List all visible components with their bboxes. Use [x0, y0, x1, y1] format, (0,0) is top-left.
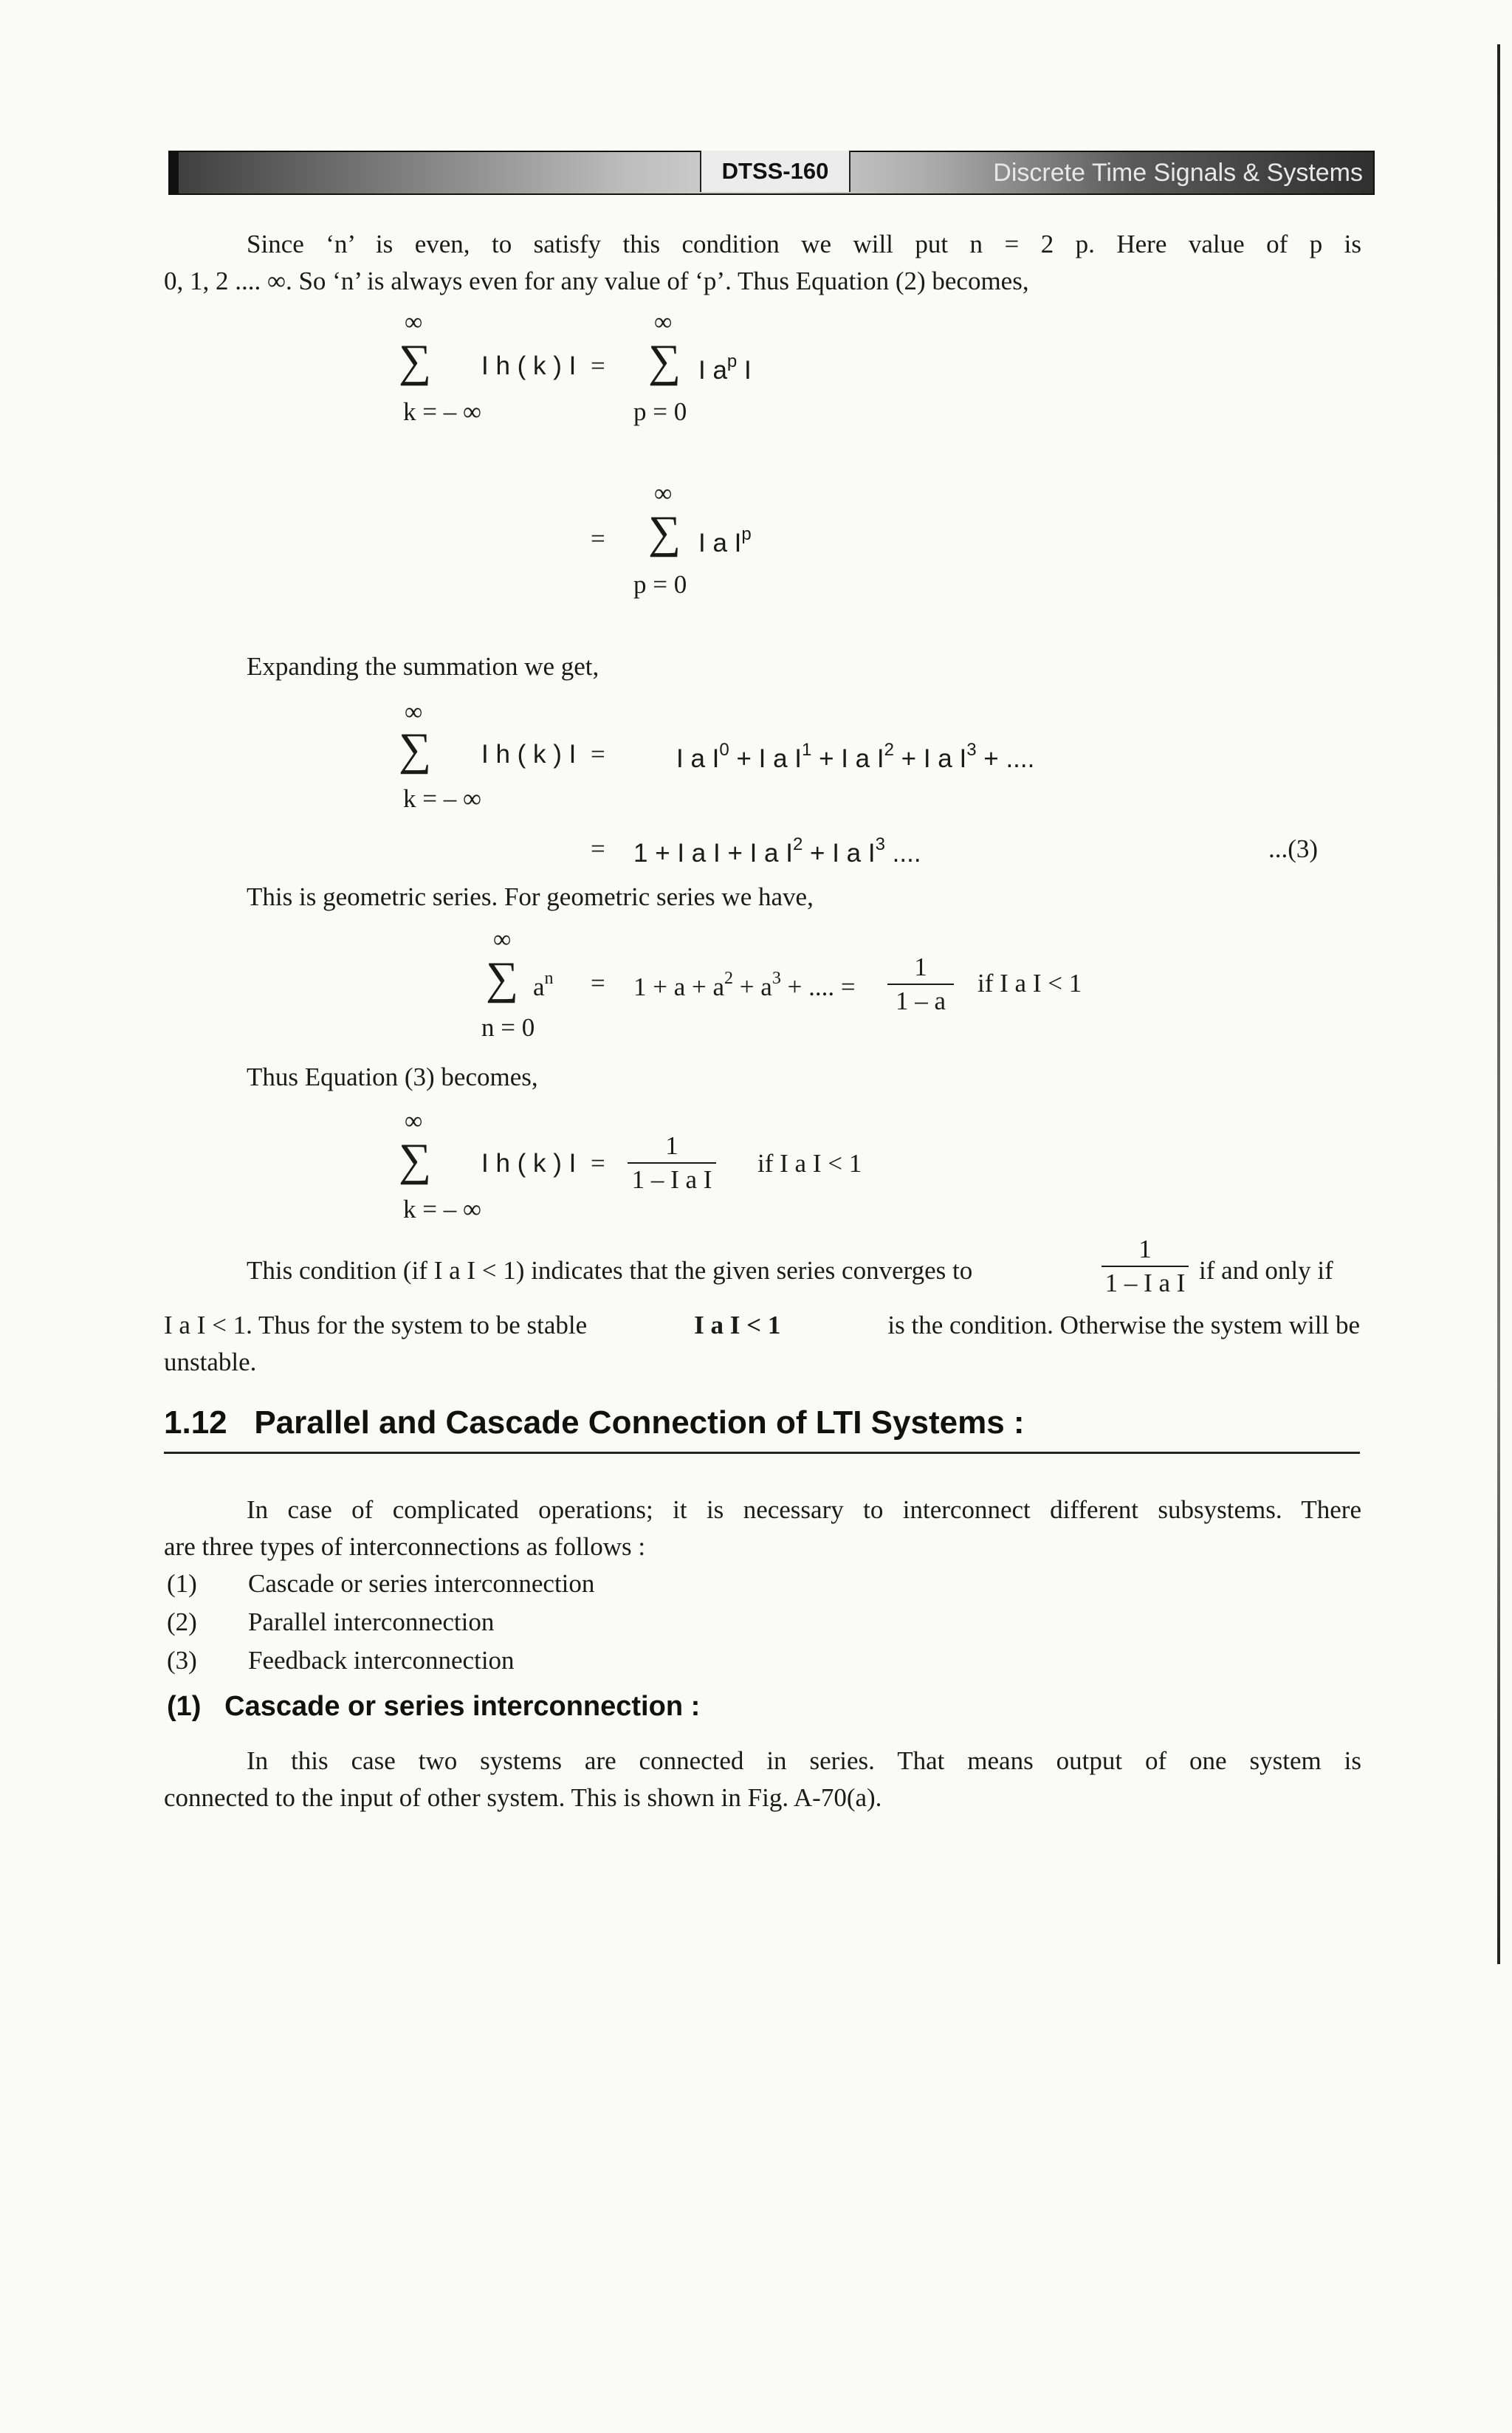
eq1-lhs-term: I h ( k ) I [481, 351, 577, 380]
eq2-term-exp: p [741, 524, 752, 544]
eq3-rhs-part: + I a I [893, 744, 967, 773]
condition-fraction [1102, 1235, 1189, 1298]
eq2-equals: = [591, 524, 605, 553]
list-item-number: (2) [167, 1607, 197, 1636]
eq4-rhs-exp: 2 [792, 834, 803, 854]
eq2-term-base: I a I [698, 529, 742, 557]
eq5-equals: = [591, 969, 605, 998]
section-intro-line-2: are three types of interconnections as follows : [164, 1532, 646, 1561]
eq1-lhs-lower: k = – ∞ [403, 397, 481, 426]
eq3-rhs-part: + I a I [729, 744, 802, 773]
eq6-lhs-term: I h ( k ) I [481, 1149, 577, 1178]
eq4-label: ...(3) [1268, 834, 1319, 863]
eq5-rhs-part: + .... = [780, 972, 856, 1001]
list-item: Feedback interconnection [248, 1646, 515, 1675]
eq6-fraction [628, 1131, 716, 1195]
eq2-upper: ∞ [654, 480, 673, 507]
eq3-rhs-part: + I a I [811, 744, 884, 773]
eq3-sigma: ∑ [399, 724, 432, 775]
eq2-sigma: ∑ [648, 507, 681, 557]
eq3-rhs [676, 740, 1034, 774]
eq5-rhs-part: 1 + a + a [633, 972, 725, 1001]
eq4-rhs-exp: 3 [875, 834, 885, 854]
eq5-rhs-exp: 2 [724, 969, 734, 988]
list-item-number: (3) [167, 1646, 197, 1675]
eq3-lhs-term: I h ( k ) I [481, 740, 577, 769]
condition-line-3: unstable. [164, 1348, 257, 1376]
condition-line-1-end: if and only if [1199, 1256, 1333, 1285]
section-heading [164, 1404, 1025, 1441]
eq5-upper: ∞ [493, 926, 512, 953]
eq1-lhs-sigma: ∑ [399, 336, 432, 386]
subsection-number: (1) [167, 1691, 202, 1722]
eq5-fraction [887, 953, 954, 1016]
eq1-rhs-upper: ∞ [654, 309, 673, 336]
eq6-equals: = [591, 1149, 605, 1178]
eq6-lower: k = – ∞ [403, 1195, 481, 1224]
eq6-sigma: ∑ [399, 1135, 432, 1185]
eq5-rhs [633, 969, 856, 1002]
eq5-term-exp: n [544, 969, 554, 988]
eq2-lower: p = 0 [633, 570, 687, 599]
condition-frac-num: 1 [1102, 1235, 1189, 1267]
intro-line-1: Since ‘n’ is even, to satisfy this condition we will put n = 2 p. Here value of p is [247, 230, 1361, 258]
scan-edge-shadow [1497, 44, 1500, 1964]
thus-eq3-text: Thus Equation (3) becomes, [247, 1063, 538, 1091]
eq3-rhs-part: I a I [676, 744, 720, 773]
eq6-condition: if I a I < 1 [757, 1149, 862, 1178]
condition-line-2 [164, 1307, 1360, 1344]
eq5-rhs-exp: 3 [772, 969, 781, 988]
section-title: Parallel and Cascade Connection of LTI Systems : [254, 1404, 1025, 1441]
expanding-text: Expanding the summation we get, [247, 652, 599, 681]
eq3-rhs-exp: 3 [966, 740, 977, 760]
eq1-rhs-end: I [737, 356, 752, 385]
list-item-number: (1) [167, 1569, 197, 1598]
eq5-condition: if I a I < 1 [977, 969, 1082, 998]
section-divider [164, 1452, 1360, 1454]
eq1-rhs-lower: p = 0 [633, 397, 687, 426]
eq4-rhs [633, 834, 921, 868]
eq4-rhs-part: 1 + I a I + I a I [633, 839, 793, 868]
eq5-lower: n = 0 [481, 1013, 535, 1042]
header-left-mark [170, 152, 179, 193]
eq1-equals: = [591, 351, 605, 380]
eq5-term [533, 969, 554, 1002]
eq3-upper: ∞ [405, 699, 423, 726]
eq2-term [698, 524, 752, 558]
eq3-equals: = [591, 740, 605, 769]
cascade-line-1: In this case two systems are connected in series. That means output of one system is [247, 1746, 1361, 1775]
eq6-upper: ∞ [405, 1108, 423, 1135]
section-intro-line-1: In case of complicated operations; it is necessary to interconnect different subsystems. There [247, 1495, 1361, 1524]
eq1-rhs-term [698, 351, 752, 385]
eq5-frac-den: 1 – a [895, 986, 946, 1015]
section-number: 1.12 [164, 1404, 227, 1441]
eq3-lower: k = – ∞ [403, 784, 481, 813]
eq5-frac-num: 1 [887, 953, 954, 985]
eq4-rhs-part: .... [884, 839, 921, 868]
eq3-rhs-exp: 1 [801, 740, 812, 760]
eq5-rhs-part: + a [733, 972, 772, 1001]
intro-line-2: 0, 1, 2 .... ∞. So ‘n’ is always even for any value of ‘p’. Thus Equation (2) becomes, [164, 267, 1029, 295]
subsection-heading [167, 1691, 700, 1723]
book-title: Discrete Time Signals & Systems [993, 159, 1363, 187]
eq6-frac-num: 1 [628, 1131, 716, 1164]
cascade-line-2: connected to the input of other system. This is shown in Fig. A-70(a). [164, 1783, 882, 1812]
condition-line-2-b: is the condition. Otherwise the system will be [887, 1311, 1360, 1339]
eq5-sigma: ∑ [486, 953, 519, 1003]
eq1-rhs-sigma: ∑ [648, 336, 681, 386]
page-code: DTSS-160 [700, 151, 850, 192]
eq5-term-base: a [533, 972, 545, 1001]
list-item: Cascade or series interconnection [248, 1569, 595, 1598]
eq1-rhs-base: I a [698, 356, 727, 385]
eq4-rhs-part: + I a I [803, 839, 876, 868]
eq4-equals: = [591, 834, 605, 863]
condition-line-2-bold: I a I < 1 [694, 1311, 781, 1339]
eq3-rhs-part: + .... [976, 744, 1035, 773]
list-item: Parallel interconnection [248, 1607, 495, 1636]
condition-frac-den: 1 – I a I [1104, 1269, 1186, 1297]
geometric-intro: This is geometric series. For geometric series we have, [247, 882, 814, 911]
subsection-title: Cascade or series interconnection : [224, 1691, 701, 1722]
eq3-rhs-exp: 0 [719, 740, 729, 760]
running-header [168, 151, 1375, 195]
eq3-rhs-exp: 2 [884, 740, 894, 760]
condition-line-2-a: I a I < 1. Thus for the system to be stable [164, 1311, 588, 1339]
eq1-rhs-exp: p [726, 351, 738, 371]
eq1-lhs-upper: ∞ [405, 309, 423, 336]
eq6-frac-den: 1 – I a I [631, 1165, 712, 1194]
condition-line-1: This condition (if I a I < 1) indicates that the given series converges to [247, 1256, 973, 1285]
